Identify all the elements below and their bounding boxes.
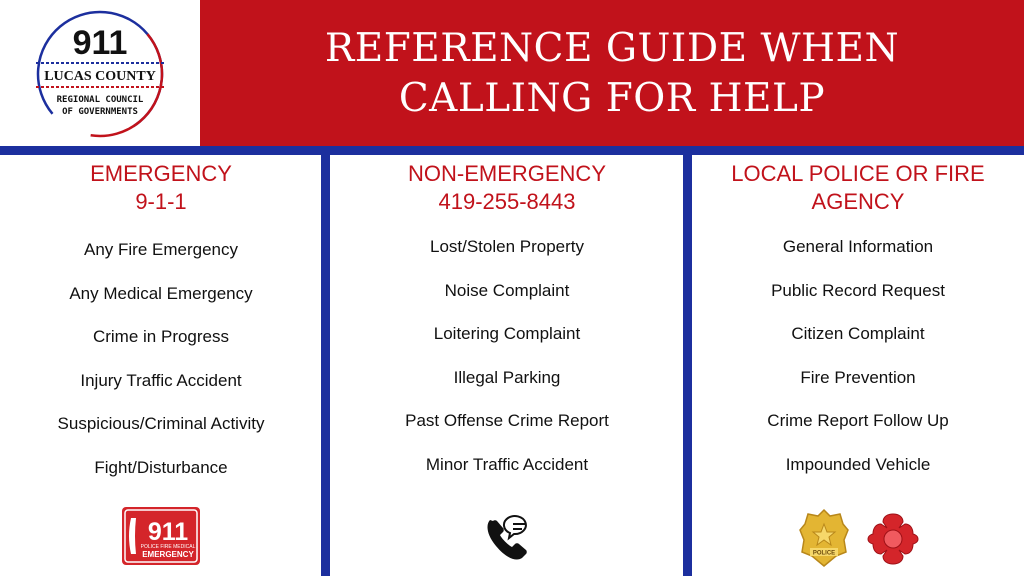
list-item: Loitering Complaint bbox=[433, 324, 581, 344]
list-item: Minor Traffic Accident bbox=[425, 454, 589, 474]
column-title-line2: 419-255-8443 bbox=[438, 189, 576, 214]
column-non-emergency bbox=[332, 160, 682, 487]
column-title-line1: NON-EMERGENCY bbox=[407, 161, 606, 186]
list-item: General Information bbox=[782, 237, 934, 256]
column-title bbox=[332, 160, 682, 216]
column-title-line1: EMERGENCY bbox=[90, 161, 232, 186]
list-item: Any Fire Emergency bbox=[84, 240, 238, 259]
header bbox=[0, 0, 1024, 148]
column-divider-2 bbox=[683, 146, 692, 576]
column-title-line1: LOCAL POLICE OR FIRE bbox=[731, 161, 985, 186]
list-item: Impounded Vehicle bbox=[785, 454, 931, 474]
fire-maltese-cross-icon bbox=[864, 510, 922, 568]
column-title-line2: 9-1-1 bbox=[135, 189, 187, 214]
column-title bbox=[694, 160, 1022, 216]
title-banner bbox=[200, 0, 1024, 148]
item-list bbox=[332, 225, 682, 487]
list-item: Suspicious/Criminal Activity bbox=[57, 414, 265, 434]
logo-council-line1: REGIONAL COUNCIL bbox=[56, 95, 144, 105]
title-line-2: CALLING FOR HELP bbox=[398, 76, 826, 121]
badge-number: 911 bbox=[147, 518, 189, 546]
badge-small-text: POLICE FIRE MEDICAL bbox=[140, 544, 196, 550]
list-item: Past Offense Crime Report bbox=[405, 411, 609, 431]
emergency-911-badge-icon bbox=[121, 506, 201, 566]
list-item: Crime in Progress bbox=[92, 327, 230, 347]
list-item: Noise Complaint bbox=[444, 280, 570, 300]
list-item: Public Record Request bbox=[771, 280, 945, 300]
item-list bbox=[694, 225, 1022, 487]
list-item: Illegal Parking bbox=[453, 367, 561, 387]
top-divider bbox=[0, 146, 1024, 155]
list-item: Fight/Disturbance bbox=[94, 457, 228, 477]
list-item: Fire Prevention bbox=[800, 367, 916, 387]
item-list bbox=[10, 228, 312, 490]
lucas-county-911-logo bbox=[0, 0, 200, 148]
list-item: Any Medical Emergency bbox=[69, 283, 253, 303]
list-item: Crime Report Follow Up bbox=[767, 411, 949, 431]
column-local-agency bbox=[694, 160, 1022, 487]
column-emergency bbox=[10, 160, 312, 490]
logo-number: 911 bbox=[72, 24, 128, 62]
column-title bbox=[10, 160, 312, 216]
title-line-1: REFERENCE GUIDE WHEN bbox=[324, 26, 900, 71]
column-title-line2: AGENCY bbox=[811, 189, 905, 214]
badge-label: EMERGENCY bbox=[142, 550, 194, 559]
list-item: Citizen Complaint bbox=[791, 324, 925, 344]
column-divider-1 bbox=[321, 146, 330, 576]
logo-county: LUCAS COUNTY bbox=[44, 69, 156, 84]
list-item: Injury Traffic Accident bbox=[80, 370, 242, 390]
phone-chat-icon bbox=[482, 510, 538, 566]
logo bbox=[0, 0, 200, 148]
list-item: Lost/Stolen Property bbox=[429, 237, 585, 256]
police-badge-text: POLICE bbox=[812, 550, 836, 557]
police-badge-icon bbox=[798, 508, 850, 568]
logo-council-line2: OF GOVERNMENTS bbox=[62, 107, 138, 117]
